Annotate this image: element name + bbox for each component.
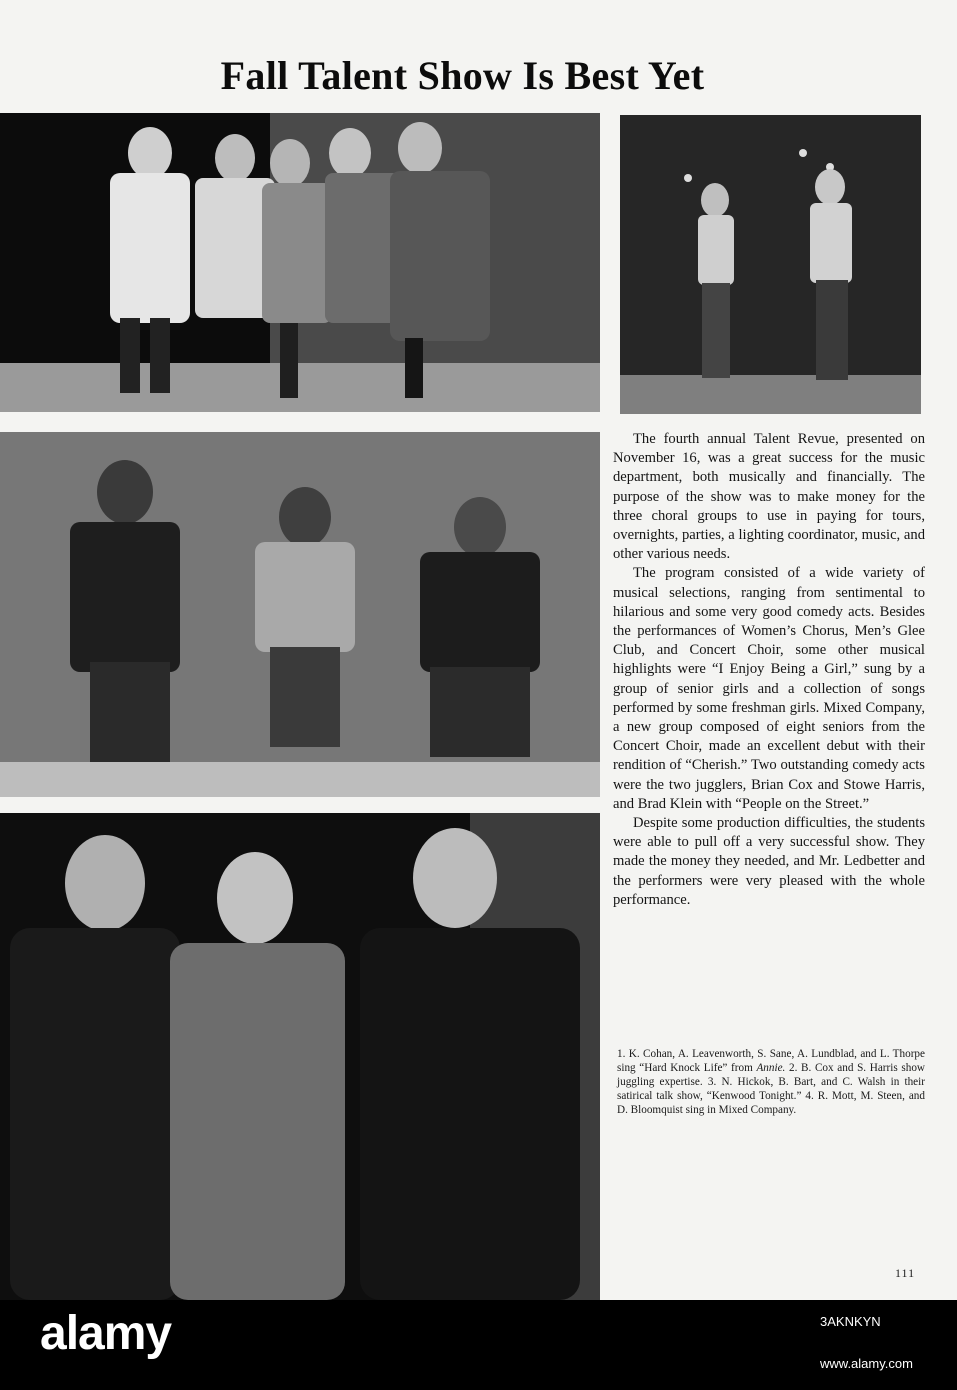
photo-1-illustration: [0, 113, 600, 412]
page-title: Fall Talent Show Is Best Yet: [220, 53, 705, 98]
photo-captions: [617, 1047, 925, 1117]
page-number: 111: [895, 1266, 916, 1280]
alamy-logo: alamy: [40, 1307, 172, 1360]
photo-hard-knock-life: [0, 113, 600, 412]
photo-mixed-company: [0, 813, 600, 1300]
article-paragraph: The fourth annual Talent Revue, presented on November 16, was a great success for the music department, both musically and financially. The purpose of the show was to make money for the three choral groups to use in paying for tours, overnights, parties, a lighting coordinator, music, and other various needs.: [613, 431, 925, 563]
photo-3-illustration: [0, 432, 600, 797]
caption-4: 4. R. Mott, M. Steen, and D. Bloomquist sing in Mixed Company.: [617, 1090, 925, 1116]
photo-jugglers: [620, 115, 921, 414]
photo-kenwood-tonight: [0, 432, 600, 797]
image-id: 3AKNKYN: [820, 1314, 881, 1329]
photo-4-illustration: [0, 813, 600, 1300]
article-paragraph: The program consisted of a wide variety of musical selections, ranging from sentimental to hilarious and some very good comedy acts. Besides the performances of Women’s Chorus, Men’s Glee Club, and Concert Choir, some other musical highlights were “I Enjoy Being a Girl,” sung by a group of senior girls and a collection of songs performed by some freshman girls. Mixed Company, a new group composed of eight seniors from the Concert Choir, made an excellent debut with their rendition of “Cherish.” Two outstanding comedy acts were the two jugglers, Brian Cox and Stowe Harris, and Brad Klein with “People on the Street.”: [613, 565, 925, 812]
article-body: [613, 430, 925, 910]
article-paragraph: Despite some production difficulties, the students were able to pull off a very successful show. They made the money they needed, and Mr. Ledbetter and the performers were very pleased with the whole performance.: [613, 815, 925, 908]
caption-3: 3. N. Hickok, B. Bart, and C. Walsh in their satirical talk show, “Kenwood Tonight.”: [617, 1076, 925, 1102]
photo-2-illustration: [620, 115, 921, 414]
caption-2: 2. B. Cox and S. Harris show juggling expertise.: [617, 1062, 925, 1088]
caption-1-title: Annie.: [756, 1062, 786, 1074]
caption-1: 1. K. Cohan, A. Leavenworth, S. Sane, A. Lundblad, and L. Thorpe sing “Hard Knock Life” from: [617, 1048, 925, 1074]
site-url: www.alamy.com: [820, 1356, 913, 1371]
